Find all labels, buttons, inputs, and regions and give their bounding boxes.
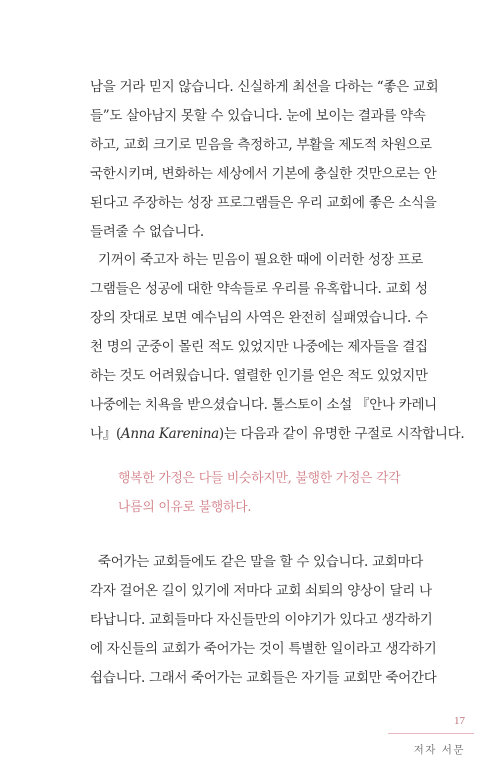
text-line: 쉽습니다. 그래서 죽어가는 교회들은 자기들 교회만 죽어간다	[90, 670, 437, 686]
text-line: 장의 잣대로 보면 예수님의 사역은 완전히 실패였습니다. 수	[90, 310, 428, 326]
text-line: 남을 거라 믿지 않습니다. 신실하게 최선을 다하는 “좋은 교회	[90, 79, 439, 95]
text-line: 타납니다. 교회들마다 자신들만의 이야기가 있다고 생각하기	[90, 612, 433, 628]
text-segment: 나』(	[90, 426, 121, 442]
footer-divider	[388, 733, 474, 734]
text-line: 각자 걸어온 길이 있기에 저마다 교회 쇠퇴의 양상이 달리 나	[90, 583, 432, 599]
running-footer-label: 저자 서문	[413, 744, 465, 756]
text-line: 천 명의 군중이 몰린 적도 있었지만 나중에는 제자들을 결집	[90, 339, 428, 355]
page-number: 17	[454, 715, 465, 727]
paragraph-1	[90, 73, 439, 247]
paragraph-3	[90, 548, 437, 693]
text-line: 하는 것도 어려웠습니다. 열렬한 인기를 얻은 적도 있었지만	[90, 368, 428, 384]
italic-title: Anna Karenina	[120, 426, 219, 442]
quote-line: 나름의 이유로 불행하다.	[118, 500, 252, 515]
text-line: 된다고 주장하는 성장 프로그램들은 우리 교회에 좋은 소식을	[90, 195, 437, 211]
quote-line: 행복한 가정은 다들 비슷하지만, 불행한 가정은 각각	[118, 471, 401, 486]
text-line-with-title	[90, 420, 465, 449]
text-line: 기꺼이 죽고자 하는 믿음이 필요한 때에 이러한 성장 프로	[90, 252, 423, 268]
text-segment: )는 다음과 같이 유명한 구절로 시작합니다.	[218, 426, 465, 442]
block-quote	[118, 464, 436, 522]
text-line: 국한시키며, 변화하는 세상에서 기본에 충실한 것만으로는 안	[90, 166, 437, 182]
text-line: 에 자신들의 교회가 죽어가는 것이 특별한 일이라고 생각하기	[90, 641, 437, 657]
paragraph-2	[90, 246, 465, 449]
text-line: 죽어가는 교회들에도 같은 말을 할 수 있습니다. 교회마다	[90, 554, 423, 570]
text-line: 하고, 교회 크기로 믿음을 측정하고, 부활을 제도적 차원으로	[90, 137, 432, 153]
text-line: 그램들은 성공에 대한 약속들로 우리를 유혹합니다. 교회 성	[90, 281, 428, 297]
text-line: 나중에는 치욕을 받으셨습니다. 톨스토이 소설 『안나 카레니	[90, 397, 437, 413]
text-line: 들려줄 수 없습니다.	[90, 224, 204, 240]
text-line: 들”도 살아남지 못할 수 있습니다. 눈에 보이는 결과를 약속	[90, 108, 426, 124]
